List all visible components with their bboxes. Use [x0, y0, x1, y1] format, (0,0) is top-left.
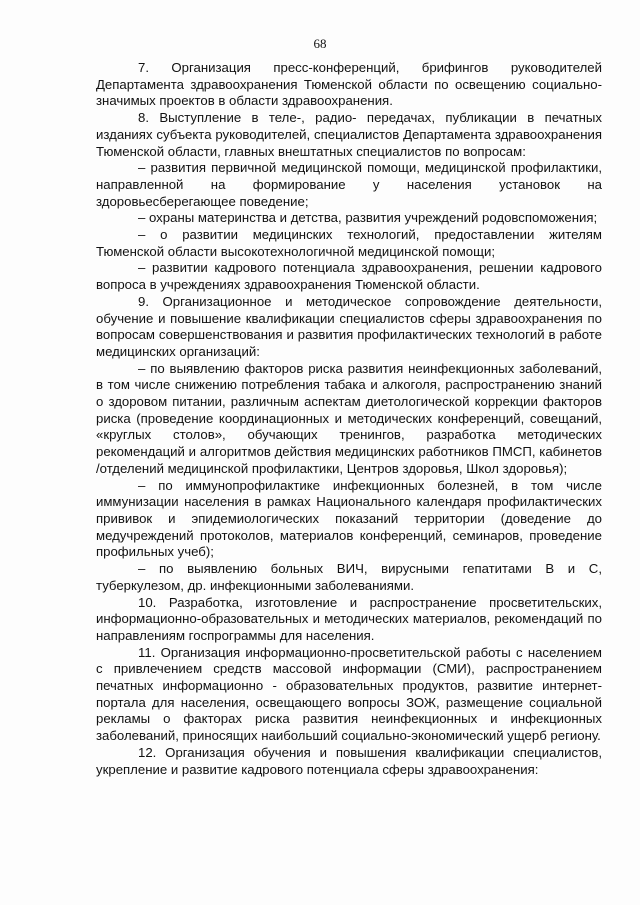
list-item-risk-factors: – по выявлению факторов риска развития неинфекционных заболеваний, в том числе снижению потребления табака и алкоголя, распространению знаний о здоровом питании, различным аспектам диетологической коррекции факторов риска (проведение координационных и методических конференций, совещаний, «круглых столов», обучающих тренингов, разработка методических рекомендаций и алгоритмов действия медицинских работников ПМСП, кабинетов /отделений медицинской профилактики, Центров здоровья, Школ здоровья);	[96, 360, 602, 476]
paragraph-item-10: 10. Разработка, изготовление и распространение просветительских, информационно-образовательных и методических материалов, рекомендаций по направлениям госпрограммы для населения.	[96, 594, 602, 643]
list-item-primary-care: – развития первичной медицинской помощи, медицинской профилактики, направленной на формирование у населения установок на здоровьесберегающее поведение;	[96, 160, 602, 209]
list-item-immunization: – по иммунопрофилактике инфекционных болезней, в том числе иммунизации населения в рамках Национального календаря профилактических прививок и эпидемиологических показаний территории (доведение до медучреждений протоколов, материалов конференций, семинаров, проведение профильных учеб);	[96, 477, 602, 560]
paragraph-item-7: 7. Организация пресс-конференций, брифингов руководителей Департамента здравоохранения Тюменской области по освещению социально-значимых проектов в области здравоохранения.	[96, 60, 602, 109]
list-item-maternity: – охраны материнства и детства, развития учреждений родовспоможения;	[138, 210, 598, 226]
list-item-staff-potential: – развитии кадрового потенциала здравоохранения, решении кадрового вопроса в учреждениях здравоохранения Тюменской области.	[96, 260, 602, 293]
list-item-hiv-detection: – по выявлению больных ВИЧ, вирусными гепатитами В и С, туберкулезом, др. инфекционными заболеваниями.	[96, 561, 602, 593]
document-body	[96, 60, 602, 778]
paragraph-item-8: 8. Выступление в теле-, радио- передачах, публикации в печатных изданиях субъекта руководителей, специалистов Департамента здравоохранения Тюменской области, главных внештатных специалистов по вопросам:	[96, 110, 602, 159]
list-item-med-technologies: – о развитии медицинских технологий, предоставлении жителям Тюменской области высокотехнологичной медицинской помощи;	[96, 227, 602, 259]
page-number: 68	[313, 36, 327, 51]
paragraph-item-11: 11. Организация информационно-просветительской работы с населением с привлечением средств массовой информации (СМИ), распространением печатных информационно - образовательных продуктов, развитие интернет-портала для населения, освещающего вопросы ЗОЖ, размещение социальной рекламы о факторах риска развития неинфекционных и инфекционных заболеваний, приносящих наибольший социально-экономический ущерб региону.	[96, 644, 602, 744]
paragraph-item-12: 12. Организация обучения и повышения квалификации специалистов, укрепление и развитие кадрового потенциала сферы здравоохранения:	[96, 744, 602, 777]
paragraph-item-9: 9. Организационное и методическое сопровождение деятельности, обучение и повышение квалификации специалистов сферы здравоохранения по вопросам совершенствования и развития профилактических технологий в работе медицинских организаций:	[96, 293, 602, 359]
